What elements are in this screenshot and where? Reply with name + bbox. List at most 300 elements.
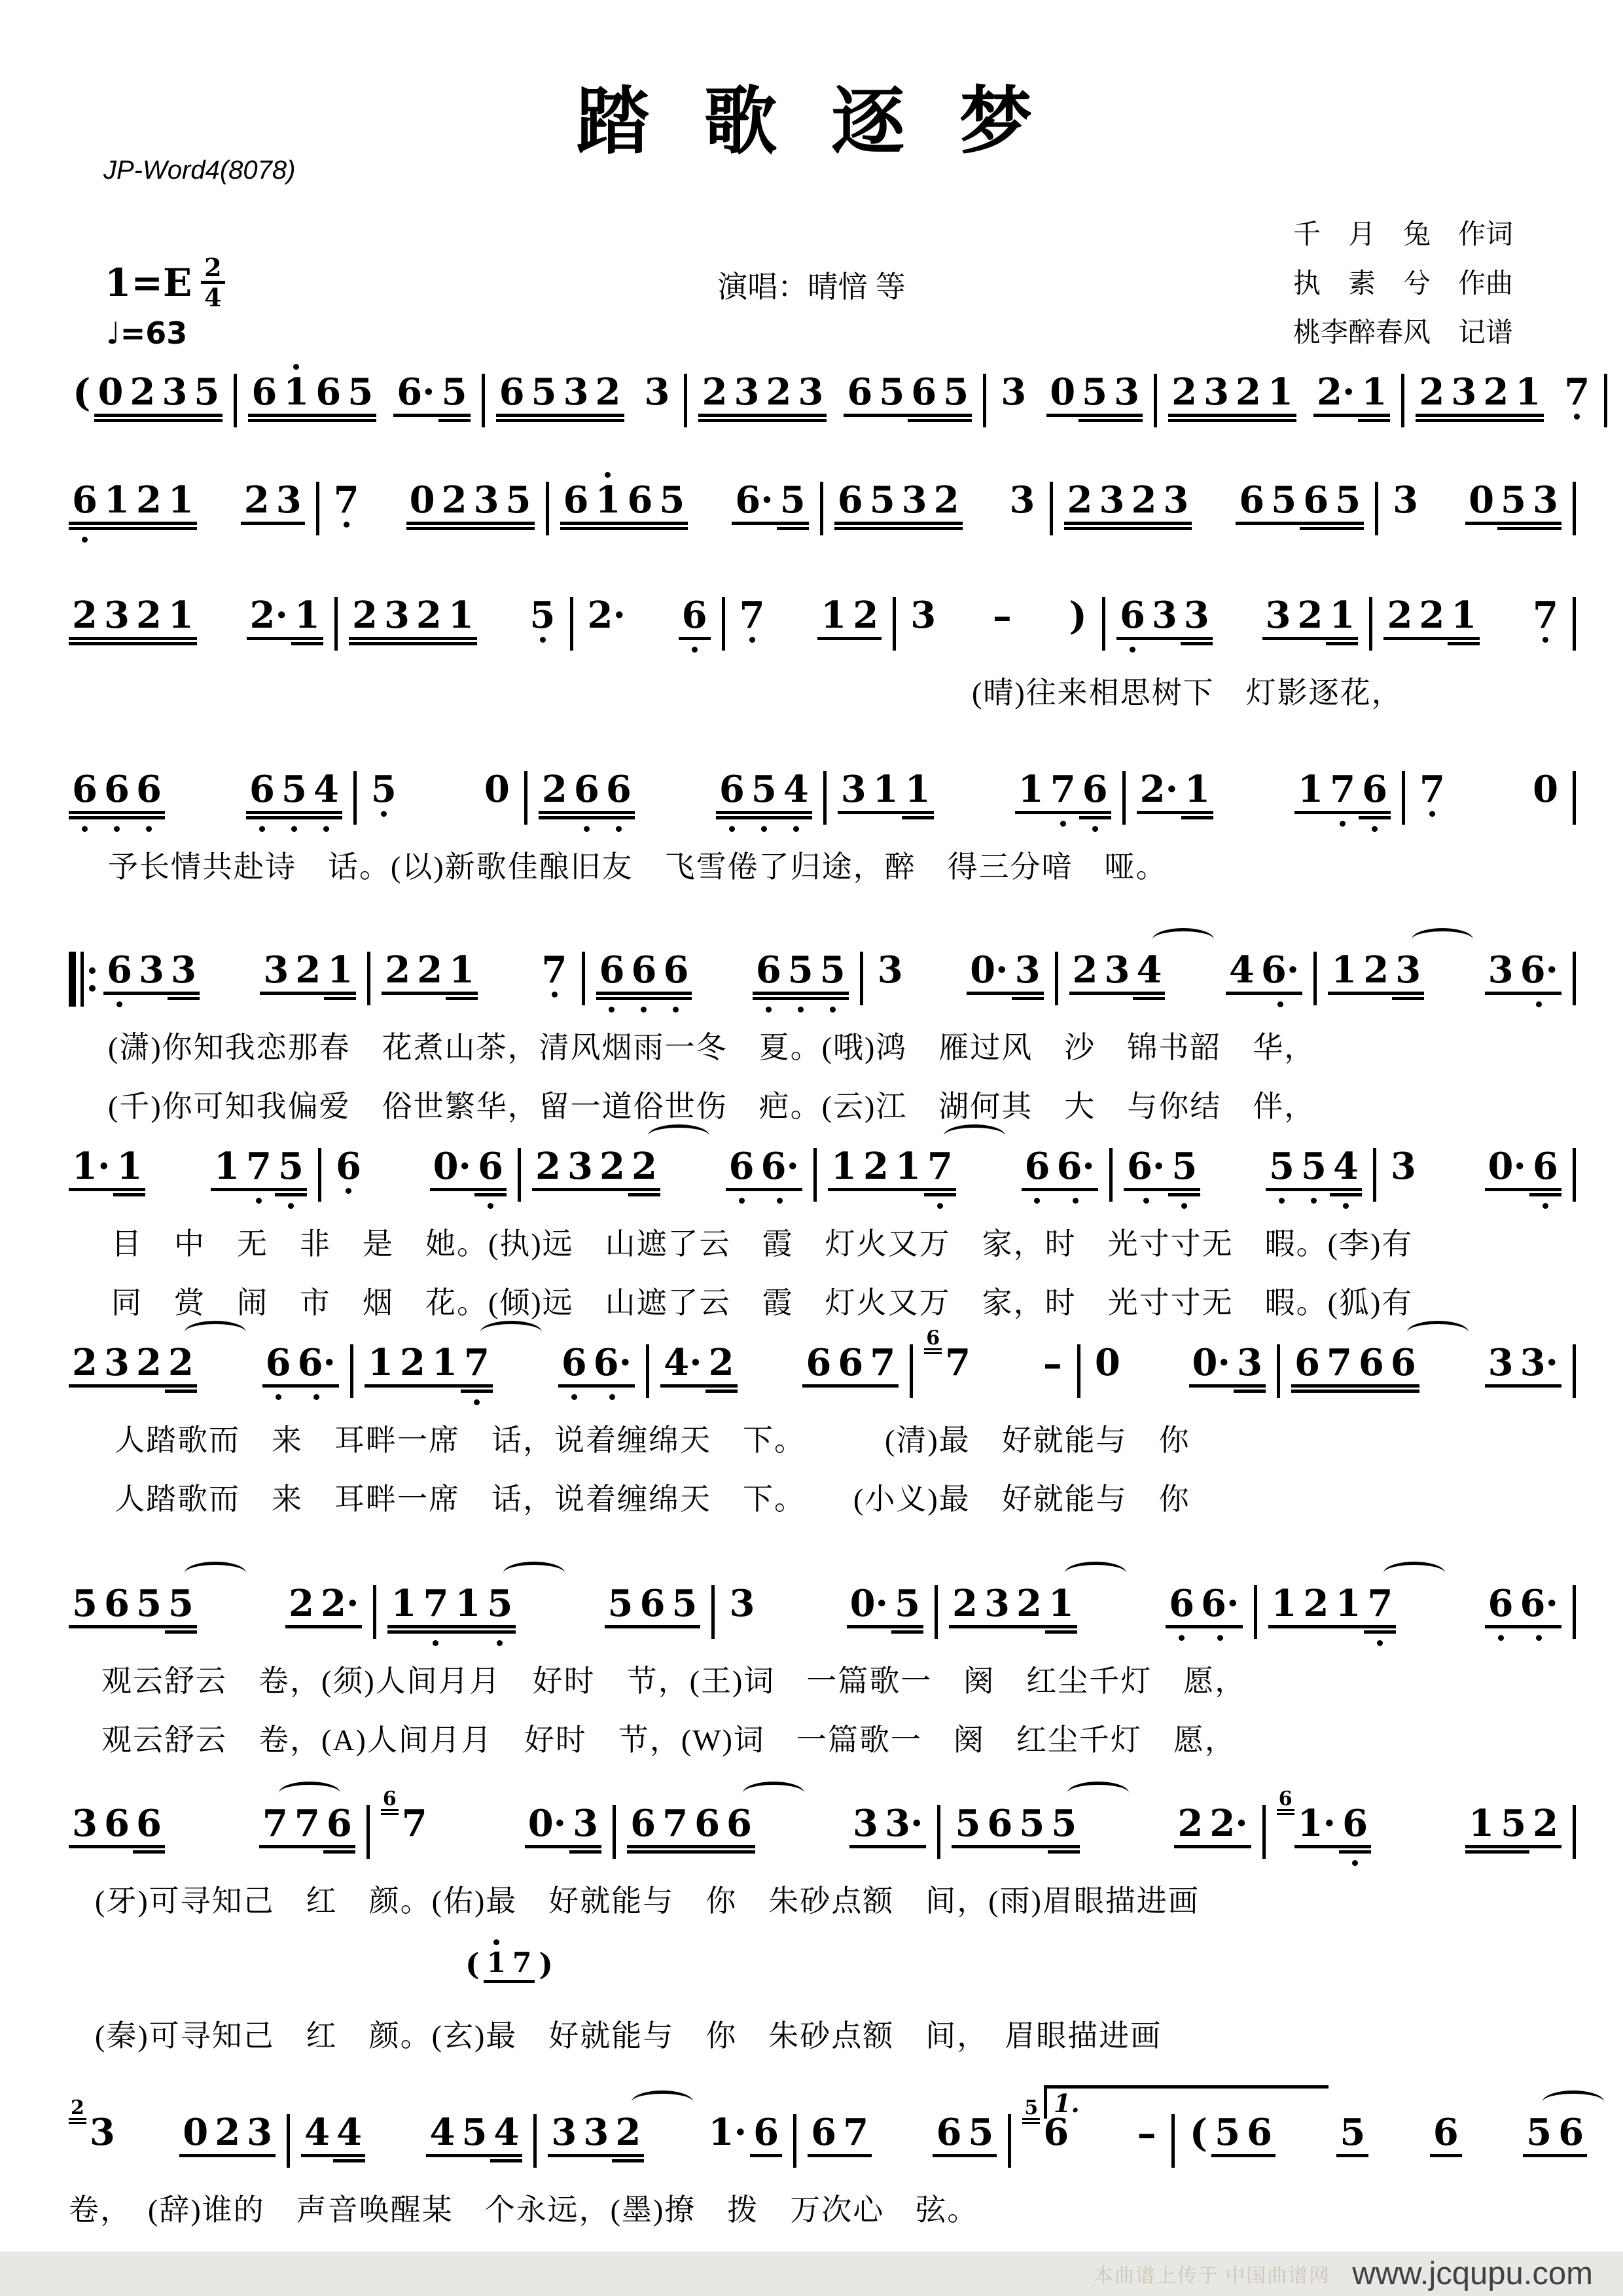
note: 3 — [729, 1582, 755, 1625]
music-line — [69, 586, 1587, 665]
lyric-line: (牙)可寻知己 红 颜。(佑)最 好就能与 你 朱砂点额 间，(雨)眉眼描进画 — [95, 1884, 1200, 1918]
note: 7 — [330, 482, 363, 518]
barline — [1077, 1344, 1080, 1398]
note: 6 — [1079, 771, 1111, 814]
octave-dot-high — [493, 1939, 499, 1945]
note: 2 — [762, 374, 794, 417]
note: 2 — [1128, 482, 1160, 525]
lyric-line: (秦)可寻知己 红 颜。(玄)最 好就能与 你 朱砂点额 间， 眉眼描进画 — [95, 2019, 1162, 2053]
octave-dot-low — [1377, 1640, 1383, 1646]
note: 6 — [1359, 771, 1391, 814]
note: 3 — [1485, 1344, 1517, 1388]
octave-dot-low — [288, 1203, 294, 1209]
note: 1 — [165, 597, 197, 640]
note: 5 — [1298, 1148, 1330, 1191]
meter-denominator: 4 — [204, 283, 222, 313]
octave-dot-low — [1429, 811, 1435, 817]
octave-dot-low — [323, 826, 329, 832]
note: 5 — [1211, 2114, 1243, 2157]
barline — [366, 1805, 370, 1859]
note: 3 — [168, 952, 200, 995]
barline — [234, 374, 237, 427]
note: 7 — [866, 1344, 899, 1388]
note: 2 — [413, 597, 445, 640]
octave-dot-low — [497, 1640, 503, 1646]
note: 2· — [1313, 374, 1358, 417]
octave-dot-low — [114, 826, 120, 832]
barline — [1573, 1805, 1576, 1859]
repeat-thin-bar — [80, 952, 84, 1007]
barline — [820, 482, 823, 535]
note: 5 — [275, 1148, 307, 1191]
music-system — [69, 1138, 1587, 1334]
note: 5 — [785, 952, 817, 995]
note: 2 — [698, 374, 730, 417]
octave-dot-low — [1034, 1198, 1040, 1204]
note: 5 — [1168, 1148, 1200, 1191]
octave-dot-low — [82, 537, 88, 543]
note: 6 — [691, 1805, 723, 1848]
note: 1 — [870, 771, 902, 814]
note: 2 — [211, 2114, 243, 2157]
note: 3 — [1012, 952, 1044, 995]
note: 2 — [133, 1344, 165, 1388]
note: 1 — [446, 952, 478, 995]
note: 3 — [1111, 374, 1143, 417]
repeat-thick-bar — [69, 952, 76, 1007]
note: 7 — [509, 1949, 535, 1983]
octave-dot-low — [1130, 647, 1135, 653]
note: 7 — [1416, 771, 1448, 808]
music-line — [69, 363, 1590, 442]
note: 3 — [260, 952, 292, 995]
note: 2 — [1064, 482, 1096, 525]
note: 3 — [135, 952, 168, 995]
note: 7 — [539, 952, 571, 988]
note: 0· — [847, 1585, 891, 1628]
tie-arc — [648, 1124, 709, 1147]
octave-dot-low — [766, 1007, 772, 1013]
note: 2 — [1013, 1585, 1045, 1628]
note: 7 — [461, 1344, 493, 1388]
note: 6 — [1236, 482, 1268, 525]
note: 7 — [1529, 597, 1561, 634]
note: 3 — [1262, 597, 1294, 640]
note: 6 — [246, 771, 278, 814]
octave-dot-low — [1181, 1203, 1187, 1209]
lyric-line: 卷， (辞)谁的 声音唤醒某 个永远，(墨)撩 拨 万次心 弦。 — [69, 2193, 979, 2227]
note: 6 — [1300, 482, 1332, 525]
octave-dot-low — [1498, 1635, 1504, 1641]
note: 2 — [1168, 374, 1200, 417]
note: 1 — [484, 1949, 509, 1983]
octave-dot-low — [584, 826, 590, 832]
note: 3 — [471, 482, 503, 525]
octave-dot-low — [1179, 1635, 1185, 1641]
note: 1 — [1358, 374, 1390, 417]
barline — [1573, 771, 1576, 825]
note: 5 — [605, 1585, 637, 1628]
dash-sustain: – — [992, 594, 1012, 638]
note: 7 — [1323, 1344, 1355, 1388]
note: 6· — [294, 1344, 339, 1388]
barline — [316, 482, 319, 535]
volta-bracket — [1044, 2085, 1329, 2119]
octave-dot-low — [1311, 1198, 1317, 1204]
barline — [1573, 1585, 1576, 1639]
note: 3 — [794, 374, 827, 417]
note: 2 — [165, 1344, 197, 1388]
note: 6 — [660, 952, 692, 995]
note: 0 — [179, 2114, 211, 2157]
note: 1 — [1332, 1585, 1364, 1628]
barline — [937, 1805, 940, 1859]
note: 5 — [69, 1585, 101, 1628]
note: 1 — [452, 1585, 484, 1628]
note: 0 — [1046, 374, 1079, 417]
note: 2 — [1069, 952, 1101, 995]
note: 7 — [659, 1805, 691, 1848]
barline — [1573, 482, 1576, 535]
octave-dot-low — [1279, 1198, 1285, 1204]
note: 6 — [834, 482, 866, 525]
barline — [1604, 374, 1607, 427]
barline — [893, 597, 896, 651]
upload-watermark: 本曲谱上传于 中国曲谱网 — [1093, 2265, 1330, 2287]
barline — [1573, 1148, 1576, 1202]
barline — [1573, 597, 1576, 651]
note: 6 — [726, 1148, 758, 1191]
note: 2 — [949, 1585, 981, 1628]
repeat-dot — [89, 967, 96, 974]
note: 6 — [1277, 1789, 1294, 1811]
barline — [613, 1805, 616, 1859]
octave-dot-low — [641, 1007, 647, 1013]
octave-dot-low — [1143, 1198, 1149, 1204]
note: 5 — [940, 374, 972, 417]
note: 5 — [817, 952, 849, 995]
parenthesis: ) — [539, 1946, 553, 1982]
note: 1 — [1465, 1805, 1497, 1848]
octave-dot-low — [1543, 637, 1548, 643]
lyric-line: 观云舒云 卷，(须)人间月月 好时 节，(王)词 一篇歌一 阕 红尘千灯 愿， — [101, 1664, 1247, 1698]
music-line — [69, 1575, 1587, 1653]
note: 2 — [1416, 597, 1448, 640]
note: 7 — [736, 597, 768, 634]
barline — [1154, 374, 1157, 427]
tie-arc — [944, 1124, 1005, 1147]
note: 3 — [910, 594, 936, 637]
note: 6· — [1517, 952, 1561, 995]
tie-arc — [1407, 1321, 1469, 1344]
note: 2 — [1416, 374, 1448, 417]
note: 6· — [1198, 1585, 1242, 1628]
barline — [1109, 1148, 1113, 1202]
note: 6 — [560, 482, 592, 525]
note: 3 — [1181, 597, 1213, 640]
note: 2 — [1383, 597, 1416, 640]
note: 1· — [69, 1148, 113, 1191]
octave-dot-low — [1372, 826, 1378, 832]
octave-dot-low — [552, 992, 558, 997]
note: 6 — [753, 952, 785, 995]
note: 4 — [333, 2114, 365, 2157]
octave-dot-low — [259, 826, 265, 832]
note: 3 — [1001, 370, 1027, 414]
note: 2 — [241, 482, 273, 525]
note: 5 — [484, 1585, 516, 1628]
barline — [582, 952, 585, 1005]
note: 6· — [1124, 1148, 1168, 1191]
note: 6 — [1355, 1344, 1387, 1388]
note: 1 — [1326, 597, 1358, 640]
note: 5 — [1332, 482, 1364, 525]
barline — [1402, 771, 1405, 825]
barline — [1102, 597, 1105, 651]
note: 6 — [716, 771, 748, 814]
note: 6· — [393, 374, 438, 417]
note: 1 — [1448, 597, 1480, 640]
note: 5 — [458, 2114, 490, 2157]
note: 0 — [406, 482, 438, 525]
note: 6· — [590, 1344, 635, 1388]
note: 2 — [532, 1148, 564, 1191]
note: 1 — [280, 374, 312, 417]
music-system — [69, 1787, 1587, 2067]
note: 1 — [1512, 374, 1544, 417]
octave-dot-low — [616, 826, 622, 832]
note: 3 — [1160, 482, 1192, 525]
volta-label: 1. — [1054, 2089, 1080, 2118]
music-system — [69, 586, 1587, 724]
octave-dot-low — [692, 647, 698, 653]
note: 2 — [1480, 374, 1512, 417]
note: 2 — [860, 1148, 892, 1191]
note: 3 — [580, 2114, 612, 2157]
barline — [722, 597, 725, 651]
note: 0· — [525, 1805, 569, 1848]
octave-dot-low — [609, 1007, 615, 1013]
tempo-marking: ♩=63 — [106, 315, 188, 351]
time-signature — [201, 254, 224, 311]
song-title: 踏 歌 逐 梦 — [576, 79, 1047, 164]
note: 4 — [780, 771, 812, 814]
note: 1 — [291, 597, 323, 640]
octave-dot-low — [1092, 826, 1098, 832]
octave-dot-low — [1073, 1198, 1079, 1204]
note: 3 — [158, 374, 190, 417]
music-line — [69, 2089, 1587, 2182]
note: 5 — [1079, 374, 1111, 417]
repeat-dot — [89, 985, 96, 992]
note: 6 — [808, 2114, 840, 2157]
note: 2 — [69, 1344, 101, 1388]
note: 2 — [931, 482, 963, 525]
note: 3 — [560, 374, 592, 417]
note: 3 — [381, 597, 413, 640]
note: 7 — [840, 2114, 872, 2157]
note: 2· — [317, 1585, 362, 1628]
lyric-line: 同 赏 闹 市 烟 花。(倾)远 山遮了云 霞 灯火又万 家，时 光寸寸无 暇。(狐)有 — [111, 1286, 1414, 1319]
note: 2 — [705, 1344, 738, 1388]
note: 3 — [1149, 597, 1181, 640]
note: 5 — [278, 771, 310, 814]
note: 1 — [165, 482, 197, 525]
note: 6 — [248, 374, 280, 417]
octave-dot-low — [1060, 821, 1066, 827]
note: 0· — [967, 952, 1011, 995]
note: 3 — [273, 482, 305, 525]
note: 3 — [1390, 1145, 1416, 1188]
note: 6 — [984, 1805, 1016, 1848]
note: 2 — [628, 1148, 660, 1191]
barline — [524, 771, 527, 825]
credits-block — [1293, 211, 1513, 357]
note: 6 — [558, 1344, 590, 1388]
barline — [1122, 771, 1126, 825]
tie-arc — [185, 1562, 246, 1585]
note: 1 — [1045, 1585, 1077, 1628]
note: 7 — [924, 1148, 956, 1191]
music-system — [69, 761, 1587, 898]
parenthesis: ( — [1189, 2111, 1208, 2155]
music-system — [69, 363, 1590, 442]
note: 7 — [291, 1805, 323, 1848]
score — [69, 357, 1590, 2296]
note: 0· — [1189, 1344, 1234, 1388]
note: 6 — [1291, 1344, 1323, 1388]
note: 3 — [569, 1805, 601, 1848]
note: 4 — [426, 2114, 458, 2157]
note: 6 — [133, 771, 165, 814]
note: 5 — [190, 374, 223, 417]
lyric-line: 人踏歌而 来 耳畔一席 话，说着缠绵天 下。 (清)最 好就能与 你 — [115, 1424, 1190, 1457]
octave-dot-low — [793, 826, 799, 832]
barline — [1313, 952, 1317, 1005]
note: 5 — [1266, 1148, 1298, 1191]
note: 2· — [587, 594, 626, 637]
footer-band — [0, 2251, 1623, 2296]
note: 2· — [1206, 1805, 1251, 1848]
octave-dot-low — [1543, 1203, 1548, 1209]
note: 3 — [101, 1344, 133, 1388]
tie-arc — [1065, 1562, 1126, 1585]
octave-dot-low — [276, 1394, 281, 1400]
barline — [823, 771, 827, 825]
note: 3· — [1517, 1344, 1561, 1388]
tie-arc — [1152, 928, 1214, 951]
octave-dot-low — [571, 1394, 577, 1400]
barline — [518, 1148, 521, 1202]
note: 5 — [528, 374, 560, 417]
barline — [1277, 1344, 1280, 1398]
note: 7 — [1364, 1585, 1396, 1628]
octave-dot-low — [433, 1640, 438, 1646]
repeat-start-sign — [69, 952, 96, 1007]
note: 2 — [596, 1148, 628, 1191]
barline — [350, 1344, 353, 1398]
note: 5 — [965, 2114, 997, 2157]
note: 5 — [952, 1805, 984, 1848]
octave-dot-low — [798, 1007, 804, 1013]
barline — [1573, 1344, 1576, 1398]
note: 3 — [1485, 952, 1517, 995]
note: 6 — [723, 1805, 755, 1848]
barline — [367, 952, 370, 1005]
note: 5 — [1497, 1805, 1529, 1848]
octave-dot-low — [777, 1198, 783, 1204]
octave-dot-low — [381, 811, 387, 817]
note: 3 — [981, 1585, 1013, 1628]
octave-dot-low — [474, 1399, 480, 1405]
meter-numerator: 2 — [201, 254, 224, 284]
tie-arc — [185, 1321, 246, 1344]
transcriber-credit: 桃李醉春风 记谱 — [1293, 317, 1513, 348]
note: 3· — [882, 1805, 926, 1848]
note: 2 — [438, 482, 471, 525]
note: 6 — [474, 1148, 507, 1191]
note: 5 — [668, 1585, 700, 1628]
note: 2 — [1294, 597, 1327, 640]
note: 0 — [1465, 482, 1497, 525]
octave-dot-low — [761, 826, 767, 832]
note: 3 — [1448, 374, 1480, 417]
note: 3 — [1234, 1344, 1266, 1388]
note: 6 — [924, 1329, 942, 1350]
note: 6 — [679, 597, 711, 640]
note: 6 — [571, 771, 603, 814]
music-line — [69, 1787, 1587, 1873]
tie-arc — [503, 1562, 565, 1585]
barline — [1369, 597, 1372, 651]
note: 4 — [301, 2114, 333, 2157]
octave-dot-low — [346, 1188, 351, 1194]
octave-dot-low — [1352, 1860, 1358, 1866]
note: 6· — [758, 1148, 802, 1191]
octave-dot-low — [1343, 1203, 1349, 1209]
octave-dot-low — [344, 522, 349, 528]
note: 6 — [1116, 597, 1149, 640]
note: 2 — [539, 771, 571, 814]
lyric-line: 目 中 无 非 是 她。(执)远 山遮了云 霞 灯火又万 家，时 光寸寸无 暇。(李)有 — [111, 1227, 1414, 1261]
note: 5 — [438, 374, 471, 417]
barline — [684, 374, 687, 427]
note: 2 — [382, 952, 414, 995]
note: 5 — [1336, 2114, 1368, 2157]
note: 5 — [891, 1585, 923, 1628]
note: 7 — [945, 1341, 971, 1384]
site-watermark: www.jcqupu.com — [1352, 2256, 1593, 2291]
note: 1 — [211, 1148, 243, 1191]
parenthesis: ( — [465, 1946, 480, 1982]
lyricist-credit: 千 月 兔 作词 — [1293, 220, 1513, 250]
note: 2 — [349, 597, 381, 640]
note: 6 — [1043, 2111, 1069, 2154]
note: 6 — [496, 374, 528, 417]
barline — [287, 2114, 290, 2168]
note: 6 — [628, 952, 660, 995]
music-line — [69, 1327, 1587, 1412]
octave-dot-low — [739, 1198, 745, 1204]
note: 1 — [1181, 771, 1213, 814]
note: 1 — [902, 771, 934, 814]
note: 3 — [849, 1805, 882, 1848]
octave-dot-low — [1536, 1001, 1542, 1007]
barline — [813, 1148, 817, 1202]
note: 1 — [365, 1344, 397, 1388]
note: 6 — [101, 1805, 133, 1848]
note: 6 — [69, 482, 101, 525]
